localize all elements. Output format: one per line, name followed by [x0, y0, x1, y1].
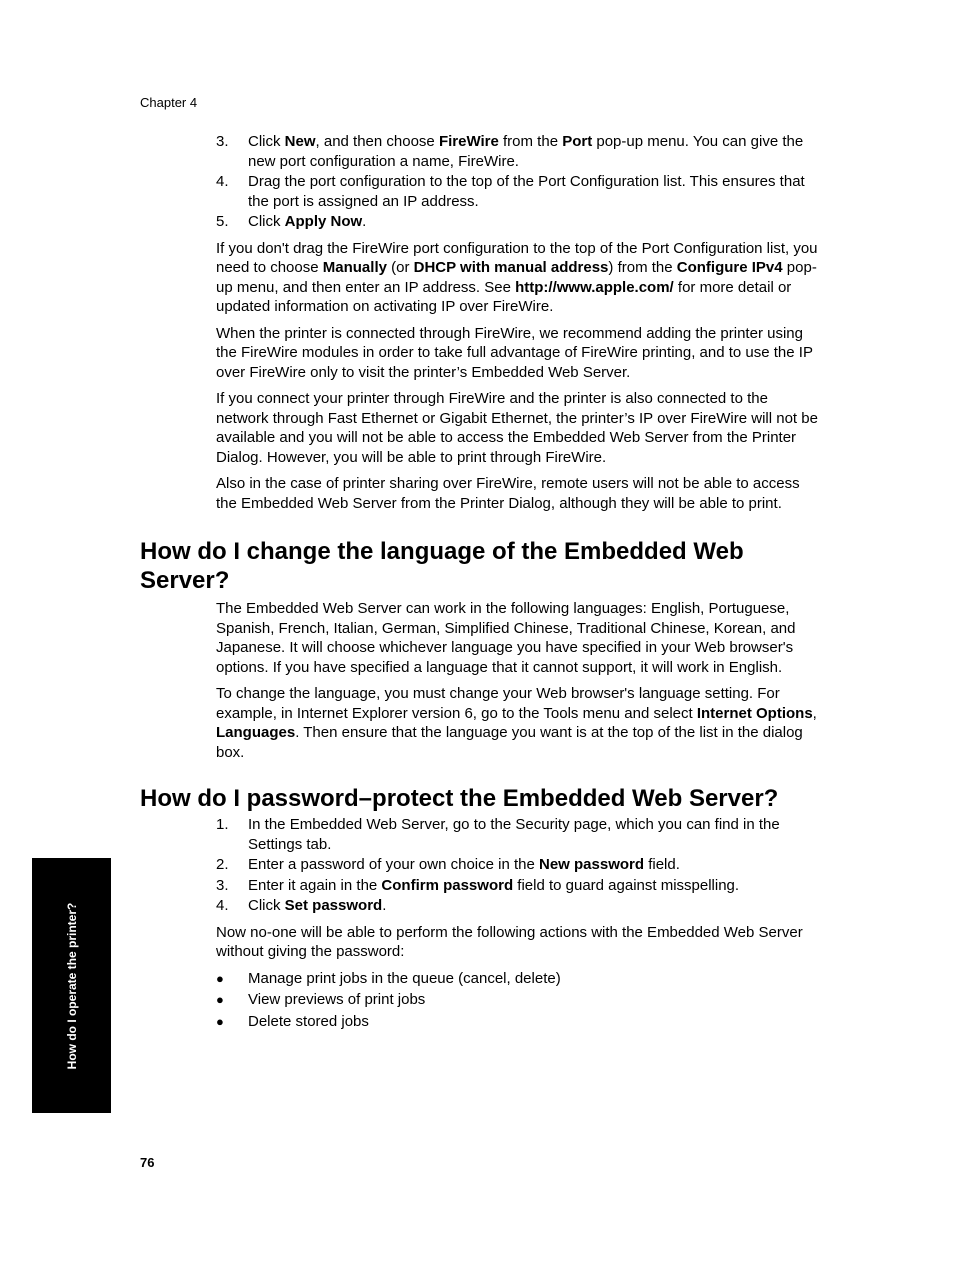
step-text: [248, 816, 780, 853]
language-heading: How do I change the language of the Embedded Web Server?: [140, 538, 744, 594]
chapter-label: Chapter 4: [140, 95, 198, 110]
body-paragraph: [216, 324, 820, 383]
text-run: (or: [386, 259, 414, 276]
text-run: Drag the port configuration to the top of the Port Configuration list. This ensures that the port is assigned an IP address.: [248, 173, 805, 210]
bold-term: New password: [539, 856, 645, 873]
text-run: The Embedded Web Server can work in the following languages: English, Portuguese, Spanish, French, Italian, German, Simplified Chinese, Traditional Chinese, Korean, and Japanese. It will choose whichever language you have specified in your Web browser's options. If you have specified a language that it cannot support, it will work in English.: [216, 600, 796, 676]
bold-term: FireWire: [438, 133, 499, 150]
step-number: 4.: [216, 173, 229, 190]
text-run: Enter it again in the: [248, 876, 382, 894]
bold-term: Manually: [322, 259, 387, 276]
text-run: When the printer is connected through FireWire, we recommend adding the printer using the FireWire modules in order to take full advantage of FireWire printing, and to use the IP over FireWire only to visit the printer’s Embedded Web Server.: [216, 324, 813, 381]
firewire-steps: [216, 132, 820, 232]
bold-term: New: [284, 133, 316, 150]
text-run: from the: [498, 133, 563, 150]
body-paragraph: [216, 474, 820, 513]
step-number: 3.: [216, 133, 229, 150]
bullet-icon: ●: [216, 970, 224, 986]
step-number: 2.: [216, 856, 229, 873]
text-run: for more detail or updated information on activating IP over FireWire.: [216, 278, 792, 315]
password-heading: How do I password–protect the Embedded Web Server?: [140, 785, 779, 812]
bullet-text: View previews of print jobs: [248, 991, 426, 1008]
password-intro: Now no-one will be able to perform the following actions with the Embedded Web Server without giving the password:: [216, 923, 803, 960]
text-run: Click: [248, 897, 285, 914]
bullet-item: [216, 990, 820, 1010]
password-bullets: [216, 969, 820, 1032]
text-run: ,: [812, 704, 817, 722]
body-paragraph: [216, 239, 820, 317]
step-number: 1.: [216, 816, 229, 833]
bold-term: http://www.apple.com/: [515, 278, 674, 296]
bullet-item: [216, 1012, 820, 1032]
side-chapter-tab: [32, 858, 111, 1113]
text-run: Click: [248, 133, 285, 150]
text-run: field.: [644, 856, 680, 873]
step-text: [248, 856, 680, 873]
text-run: pop-up menu. You can give the new port configuration a name, FireWire.: [248, 133, 804, 170]
numbered-step: [216, 212, 820, 232]
language-paragraphs: [216, 599, 820, 762]
numbered-step: [216, 876, 820, 896]
step-text: [248, 897, 386, 914]
step-number: 4.: [216, 897, 229, 914]
step-number: 5.: [216, 213, 229, 230]
step-text: [248, 877, 739, 894]
step-text: [248, 213, 366, 230]
text-run: Click: [248, 213, 285, 230]
body-paragraph: [216, 389, 820, 467]
bold-term: Port: [562, 133, 593, 150]
bold-term: Confirm password: [381, 876, 514, 894]
text-run: . Then ensure that the language you want is at the top of the list in the dialog box.: [216, 724, 803, 761]
text-run: Also in the case of printer sharing over FireWire, remote users will not be able to access the Embedded Web Server from the Printer Dialog, although they will be able to print.: [216, 475, 800, 512]
text-run: .: [382, 897, 387, 914]
bullet-text: Manage print jobs in the queue (cancel, delete): [248, 969, 561, 987]
page-number: 76: [140, 1155, 155, 1170]
bullet-text: Delete stored jobs: [248, 1012, 369, 1030]
numbered-step: [216, 172, 820, 211]
password-steps: [216, 815, 820, 916]
body-paragraph: [216, 684, 820, 762]
text-run: pop-up menu, and then enter an IP address. See: [216, 259, 817, 296]
numbered-step: [216, 815, 820, 854]
text-run: If you connect your printer through FireWire and the printer is also connected to the network through Fast Ethernet or Gigabit Ethernet, the printer’s IP over FireWire will not be available and you will not be able to access the Embedded Web Server from the Printer Dialog. However, you will be able to print through FireWire.: [216, 390, 818, 466]
numbered-step: [216, 896, 820, 916]
numbered-step: [216, 132, 820, 171]
text-run: To change the language, you must change your Web browser's language setting. For example, in Internet Explorer version 6, go to the Tools menu and select: [216, 685, 780, 722]
bullet-item: [216, 969, 820, 989]
bold-term: Configure IPv4: [676, 259, 783, 276]
text-run: , and then choose: [315, 133, 439, 150]
text-run: Enter a password of your own choice in the: [248, 856, 539, 873]
side-tab-label: How do I operate the printer?: [64, 902, 79, 1069]
body-paragraph: [216, 599, 820, 677]
bold-term: Internet Options: [696, 704, 813, 722]
text-run: In the Embedded Web Server, go to the Security page, which you can find in the Settings tab.: [248, 816, 780, 853]
text-run: ) from the: [608, 259, 677, 276]
text-run: field to guard against misspelling.: [513, 876, 740, 894]
bullet-icon: ●: [216, 992, 224, 1007]
bold-term: DHCP with manual address: [413, 259, 609, 276]
step-text: [248, 173, 805, 210]
bold-term: Apply Now: [284, 213, 363, 230]
text-run: .: [362, 213, 367, 230]
bold-term: Languages: [216, 724, 296, 741]
firewire-paragraphs: [216, 239, 820, 514]
bullet-icon: ●: [216, 1013, 224, 1029]
numbered-step: [216, 855, 820, 875]
step-text: [248, 133, 803, 170]
text-run: If you don't drag the FireWire port configuration to the top of the Port Configuration list, you need to choose: [216, 239, 818, 276]
bold-term: Set password: [284, 897, 383, 914]
page-content: [140, 132, 820, 1033]
step-number: 3.: [216, 876, 229, 894]
